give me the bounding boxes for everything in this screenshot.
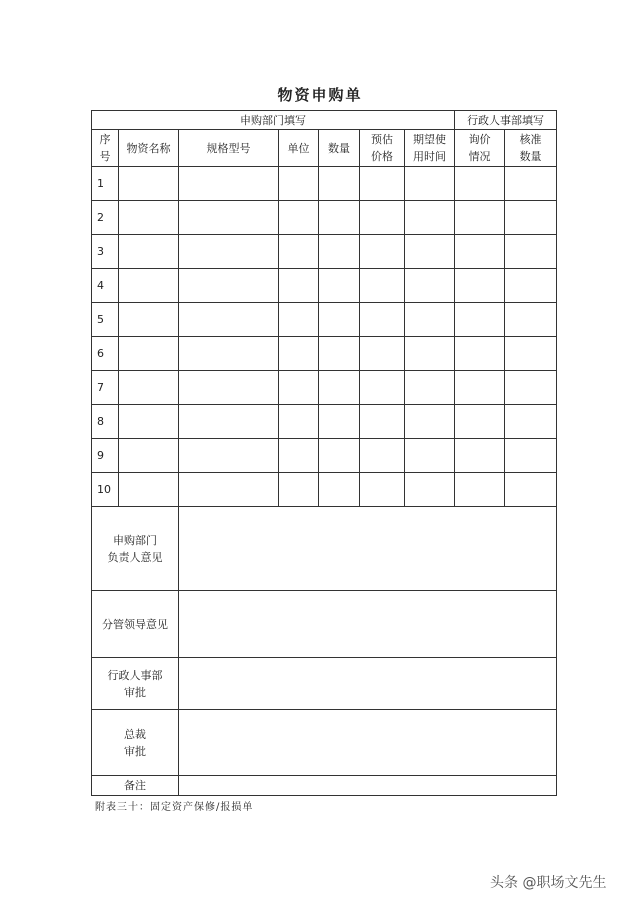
- cell-est-price[interactable]: [360, 235, 405, 269]
- table-row: [92, 201, 557, 235]
- remarks-row: [92, 776, 557, 796]
- table-row: [92, 303, 557, 337]
- cell-item-name[interactable]: [119, 235, 179, 269]
- col-header-unit: 单位: [279, 130, 319, 167]
- approval-row-dept-head: [92, 507, 557, 591]
- cell-spec[interactable]: [179, 303, 279, 337]
- cell-est-price[interactable]: [360, 303, 405, 337]
- cell-expected-date[interactable]: [405, 405, 455, 439]
- cell-unit[interactable]: [279, 201, 319, 235]
- col-header-est-price: 预估 价格: [360, 130, 405, 167]
- cell-inquiry[interactable]: [455, 167, 505, 201]
- cell-est-price[interactable]: [360, 371, 405, 405]
- table-row: [92, 337, 557, 371]
- cell-unit[interactable]: [279, 337, 319, 371]
- cell-item-name[interactable]: [119, 405, 179, 439]
- cell-approved-qty[interactable]: [505, 303, 557, 337]
- approval-input-dept-head[interactable]: [179, 507, 557, 591]
- cell-est-price[interactable]: [360, 405, 405, 439]
- cell-expected-date[interactable]: [405, 167, 455, 201]
- cell-inquiry[interactable]: [455, 473, 505, 507]
- cell-unit[interactable]: [279, 269, 319, 303]
- cell-quantity[interactable]: [319, 405, 360, 439]
- column-header-row: [92, 130, 557, 167]
- cell-unit[interactable]: [279, 439, 319, 473]
- cell-inquiry[interactable]: [455, 371, 505, 405]
- cell-item-name[interactable]: [119, 201, 179, 235]
- cell-spec[interactable]: [179, 439, 279, 473]
- cell-unit[interactable]: [279, 473, 319, 507]
- cell-expected-date[interactable]: [405, 439, 455, 473]
- cell-expected-date[interactable]: [405, 303, 455, 337]
- cell-item-name[interactable]: [119, 473, 179, 507]
- table-row: [92, 269, 557, 303]
- table-row: [92, 439, 557, 473]
- cell-quantity[interactable]: [319, 167, 360, 201]
- cell-spec[interactable]: [179, 371, 279, 405]
- row-number: 9: [92, 439, 119, 473]
- cell-quantity[interactable]: [319, 371, 360, 405]
- col-header-quantity: 数量: [319, 130, 360, 167]
- cell-approved-qty[interactable]: [505, 167, 557, 201]
- table-row: [92, 235, 557, 269]
- cell-approved-qty[interactable]: [505, 371, 557, 405]
- cell-item-name[interactable]: [119, 337, 179, 371]
- cell-est-price[interactable]: [360, 473, 405, 507]
- approval-label: 总裁 审批: [92, 710, 179, 776]
- cell-quantity[interactable]: [319, 337, 360, 371]
- cell-approved-qty[interactable]: [505, 473, 557, 507]
- approval-input-president[interactable]: [179, 710, 557, 776]
- cell-item-name[interactable]: [119, 439, 179, 473]
- table-row: [92, 371, 557, 405]
- cell-unit[interactable]: [279, 371, 319, 405]
- cell-spec[interactable]: [179, 337, 279, 371]
- col-header-item-name: 物资名称: [119, 130, 179, 167]
- cell-item-name[interactable]: [119, 269, 179, 303]
- cell-approved-qty[interactable]: [505, 201, 557, 235]
- col-header-approved-qty: 核准 数量: [505, 130, 557, 167]
- cell-inquiry[interactable]: [455, 303, 505, 337]
- col-header-spec: 规格型号: [179, 130, 279, 167]
- row-number: 7: [92, 371, 119, 405]
- approval-row-president: [92, 710, 557, 776]
- section-header-row: [92, 111, 557, 130]
- cell-approved-qty[interactable]: [505, 405, 557, 439]
- remarks-label: 备注: [92, 776, 179, 796]
- approval-label: 分管领导意见: [92, 591, 179, 658]
- cell-spec[interactable]: [179, 473, 279, 507]
- table-row: [92, 167, 557, 201]
- cell-expected-date[interactable]: [405, 201, 455, 235]
- approval-label: 行政人事部 审批: [92, 658, 179, 710]
- cell-spec[interactable]: [179, 269, 279, 303]
- cell-approved-qty[interactable]: [505, 235, 557, 269]
- cell-quantity[interactable]: [319, 235, 360, 269]
- row-number: 1: [92, 167, 119, 201]
- cell-quantity[interactable]: [319, 473, 360, 507]
- section-admin: 行政人事部填写: [455, 111, 557, 130]
- cell-inquiry[interactable]: [455, 235, 505, 269]
- cell-approved-qty[interactable]: [505, 337, 557, 371]
- row-number: 2: [92, 201, 119, 235]
- row-number: 6: [92, 337, 119, 371]
- approval-input-supervisor[interactable]: [179, 591, 557, 658]
- cell-unit[interactable]: [279, 167, 319, 201]
- cell-spec[interactable]: [179, 405, 279, 439]
- cell-inquiry[interactable]: [455, 337, 505, 371]
- remarks-input[interactable]: [179, 776, 557, 796]
- approval-label: 申购部门 负责人意见: [92, 507, 179, 591]
- cell-quantity[interactable]: [319, 269, 360, 303]
- cell-quantity[interactable]: [319, 439, 360, 473]
- cell-est-price[interactable]: [360, 269, 405, 303]
- purchase-request-table: [91, 110, 557, 796]
- table-row: [92, 473, 557, 507]
- cell-quantity[interactable]: [319, 303, 360, 337]
- cell-inquiry[interactable]: [455, 439, 505, 473]
- section-applicant: 申购部门填写: [92, 111, 455, 130]
- cell-unit[interactable]: [279, 303, 319, 337]
- table-row: [92, 405, 557, 439]
- approval-input-admin-hr[interactable]: [179, 658, 557, 710]
- approval-row-supervisor: [92, 591, 557, 658]
- cell-item-name[interactable]: [119, 167, 179, 201]
- cell-expected-date[interactable]: [405, 269, 455, 303]
- cell-spec[interactable]: [179, 201, 279, 235]
- cell-approved-qty[interactable]: [505, 439, 557, 473]
- cell-unit[interactable]: [279, 235, 319, 269]
- cell-est-price[interactable]: [360, 439, 405, 473]
- cell-inquiry[interactable]: [455, 269, 505, 303]
- row-number: 8: [92, 405, 119, 439]
- footnote: 附表三十：固定资产保修/报损单: [95, 802, 254, 813]
- approval-row-admin-hr: [92, 658, 557, 710]
- col-header-expected-date: 期望使 用时间: [405, 130, 455, 167]
- col-header-serial: 序 号: [92, 130, 119, 167]
- page-title: 物资申购单: [277, 86, 363, 104]
- cell-spec[interactable]: [179, 167, 279, 201]
- cell-est-price[interactable]: [360, 167, 405, 201]
- col-header-inquiry: 询价 情况: [455, 130, 505, 167]
- cell-item-name[interactable]: [119, 371, 179, 405]
- row-number: 5: [92, 303, 119, 337]
- row-number: 4: [92, 269, 119, 303]
- cell-inquiry[interactable]: [455, 405, 505, 439]
- cell-item-name[interactable]: [119, 303, 179, 337]
- cell-unit[interactable]: [279, 405, 319, 439]
- row-number: 3: [92, 235, 119, 269]
- cell-expected-date[interactable]: [405, 337, 455, 371]
- cell-expected-date[interactable]: [405, 473, 455, 507]
- cell-est-price[interactable]: [360, 201, 405, 235]
- watermark: 头条 @职场文先生: [490, 875, 607, 891]
- cell-quantity[interactable]: [319, 201, 360, 235]
- cell-expected-date[interactable]: [405, 371, 455, 405]
- cell-est-price[interactable]: [360, 337, 405, 371]
- cell-approved-qty[interactable]: [505, 269, 557, 303]
- row-number: 10: [92, 473, 119, 507]
- cell-expected-date[interactable]: [405, 235, 455, 269]
- cell-inquiry[interactable]: [455, 201, 505, 235]
- cell-spec[interactable]: [179, 235, 279, 269]
